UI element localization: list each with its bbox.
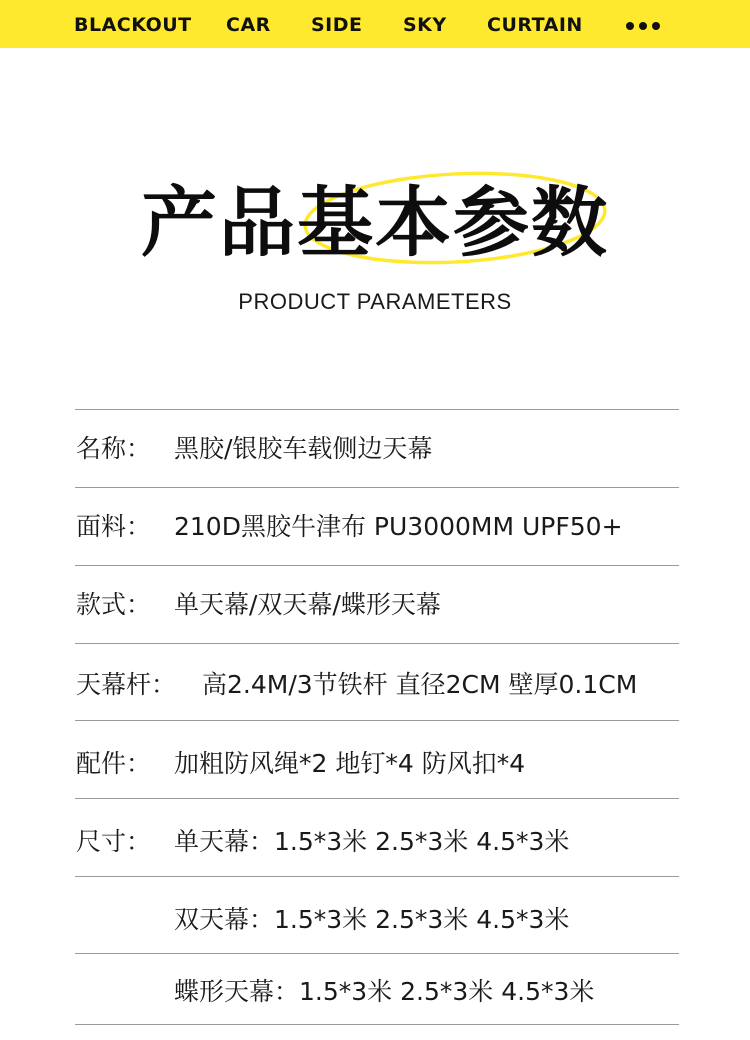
param-value: 蝶形天幕：1.5*3米 2.5*3米 4.5*3米 — [174, 977, 595, 1006]
param-row-size — [76, 822, 570, 862]
banner-word-blackout: BLACKOUT — [74, 14, 192, 36]
divider — [75, 720, 679, 721]
divider — [75, 643, 679, 644]
param-row-accessories — [76, 744, 526, 784]
top-banner — [0, 0, 750, 48]
divider — [75, 487, 679, 488]
divider — [75, 798, 679, 799]
divider — [75, 953, 679, 954]
param-label: 尺寸： — [76, 827, 152, 856]
param-value: 双天幕：1.5*3米 2.5*3米 4.5*3米 — [174, 905, 570, 934]
param-value: 210D黑胶牛津布 PU3000MM UPF50+ — [174, 512, 623, 541]
param-label: 款式： — [76, 590, 152, 619]
param-value: 高2.4M/3节铁杆 直径2CM 壁厚0.1CM — [202, 670, 638, 699]
param-value: 加粗防风绳*2 地钉*4 防风扣*4 — [174, 749, 526, 778]
page-title: 产品基本参数 — [141, 178, 609, 267]
param-row-pole — [76, 665, 638, 705]
param-row-name — [76, 429, 433, 469]
param-row-fabric — [76, 507, 623, 547]
more-dots-icon — [626, 22, 666, 32]
divider — [75, 1024, 679, 1025]
param-row-style — [76, 585, 441, 625]
divider — [75, 876, 679, 877]
divider — [75, 565, 679, 566]
divider — [75, 409, 679, 410]
param-label: 天幕杆： — [76, 670, 177, 699]
param-label: 面料： — [76, 512, 152, 541]
banner-word-car: CAR — [226, 14, 271, 36]
param-label: 名称： — [76, 434, 152, 463]
param-value: 黑胶/银胶车载侧边天幕 — [174, 434, 433, 463]
banner-word-side: SIDE — [311, 14, 363, 36]
param-value: 单天幕：1.5*3米 2.5*3米 4.5*3米 — [174, 827, 570, 856]
page-subtitle: PRODUCT PARAMETERS — [238, 289, 512, 314]
param-value: 单天幕/双天幕/蝶形天幕 — [174, 590, 441, 619]
banner-word-sky: SKY — [403, 14, 447, 36]
param-label: 配件： — [76, 749, 152, 778]
banner-word-curtain: CURTAIN — [487, 14, 583, 36]
